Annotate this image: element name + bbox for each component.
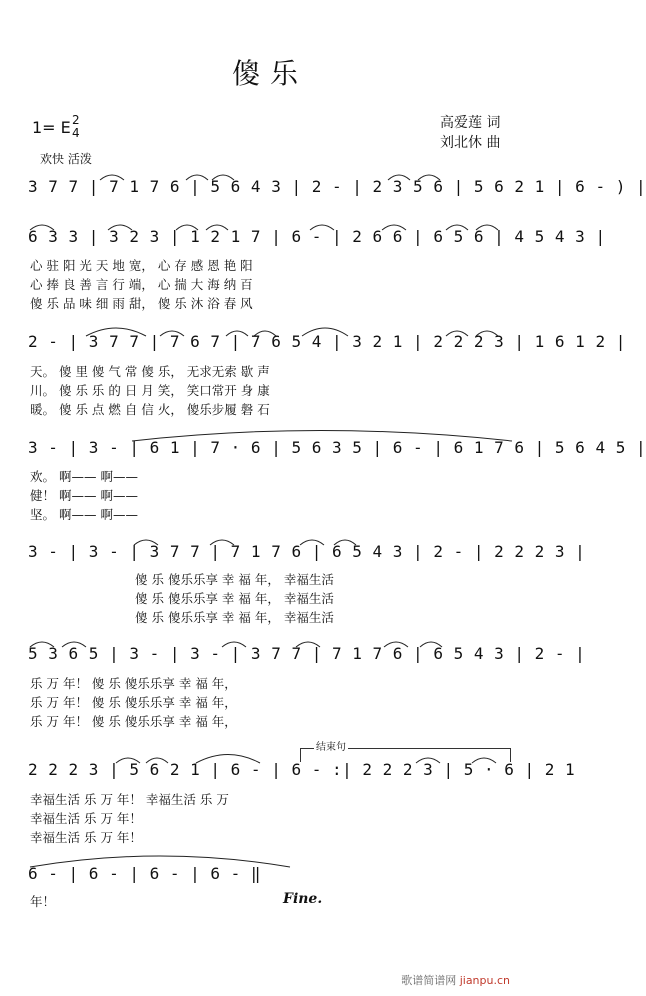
lyric-line: 傻 乐 傻乐乐享 幸 福 年， 幸福生活 — [135, 591, 334, 606]
lyric-line: 心 驻 阳 光 天 地 宽， 心 存 感 恩 艳 阳 — [30, 258, 253, 273]
notes-line: 5 3 6 5 | 3 - | 3 - | 3 7 7 | 7 1 7 6 | 6 5 4 3 | 2 - | — [28, 644, 586, 663]
lyric-line: 幸福生活 乐 万 年！ 幸福生活 乐 万 — [30, 792, 229, 807]
slur — [210, 540, 234, 545]
slur — [160, 331, 184, 336]
tempo-marking: 欢快 活泼 — [40, 152, 92, 166]
slur — [212, 175, 234, 180]
lyric-line: 傻 乐 品 味 细 雨 甜， 傻 乐 沐 浴 春 风 — [30, 296, 253, 311]
slur — [420, 642, 442, 647]
key-signature: 1= E — [32, 118, 71, 137]
lyric-line: 坚。 啊—— 啊—— — [30, 507, 138, 522]
watermark-url: jianpu.cn — [459, 974, 510, 987]
lyric-line: 幸福生活 乐 万 年！ — [30, 830, 142, 845]
slur — [62, 642, 86, 647]
slur — [300, 540, 324, 545]
slur — [334, 540, 356, 545]
slur — [254, 331, 276, 336]
slur — [134, 540, 158, 545]
slur — [222, 642, 246, 647]
slur — [196, 755, 260, 764]
slur — [388, 175, 410, 180]
lyric-line: 天。 傻 里 傻 气 常 傻 乐， 无求无索 歇 声 — [30, 364, 270, 379]
notes-line: 6 - | 6 - | 6 - | 6 - ‖ — [28, 864, 262, 883]
slur — [416, 758, 440, 763]
lyric-line: 心 捧 良 善 言 行 端， 心 揣 大 海 纳 百 — [30, 277, 253, 292]
notes-line: 3 - | 3 - | 3 7 7 | 7 1 7 6 | 6 5 4 3 | 2 - | 2 2 2 3 | — [28, 542, 586, 561]
slur — [206, 225, 228, 230]
lyric-line: 傻 乐 傻乐乐享 幸 福 年， 幸福生活 — [135, 610, 334, 625]
slur — [446, 225, 468, 230]
slur — [310, 225, 334, 230]
lyric-line: 乐 万 年！ 傻 乐 傻乐乐享 幸 福 年， — [30, 695, 237, 710]
slur — [116, 758, 140, 763]
slur — [146, 758, 168, 763]
notes-line: 3 7 7 | 7 1 7 6 | 5 6 4 3 | 2 - | 2 3 5 6 | 5 6 2 1 | 6 - ) | — [28, 177, 646, 196]
lyric-line: 乐 万 年！ 傻 乐 傻乐乐享 幸 福 年， — [30, 676, 237, 691]
slur — [472, 758, 496, 763]
slur — [30, 642, 54, 647]
fine-marking: Fine. — [283, 891, 323, 907]
meter-top: 2 — [72, 113, 80, 127]
notes-line: 2 2 2 3 | 5 6 2 1 | 6 - | 6 - :| 2 2 2 3 | 5 · 6 | 2 1 — [28, 760, 576, 779]
lyric-line: 暖。 傻 乐 点 燃 自 信 火， 傻乐步履 磐 石 — [30, 402, 270, 417]
lyric-line: 乐 万 年！ 傻 乐 傻乐乐享 幸 福 年， — [30, 714, 237, 729]
lyric-line: 欢。 啊—— 啊—— — [30, 469, 138, 484]
slur — [476, 331, 498, 336]
slur — [176, 225, 198, 230]
lyric-line: 川。 傻 乐 乐 的 日 月 笑， 笑口常开 身 康 — [30, 383, 270, 398]
composer-credit: 刘北休 曲 — [440, 135, 501, 151]
meter-bottom: 4 — [72, 126, 80, 140]
slur — [446, 331, 468, 336]
slur — [108, 225, 132, 230]
watermark-cn: 歌谱简谱网 — [401, 974, 457, 987]
slur — [418, 175, 440, 180]
slur — [30, 856, 290, 867]
slur — [302, 328, 348, 336]
lyric-line: 幸福生活 乐 万 年！ — [30, 811, 142, 826]
slur — [226, 331, 248, 336]
slur — [86, 328, 146, 336]
slur — [132, 431, 512, 442]
notes-line: 6 3 3 | 3 2 3 | 1 2 1 7 | 6 - | 2 6 6 | 6 5 6 | 4 5 4 3 | — [28, 227, 606, 246]
notes-line: 2 - | 3 7 7 | 7 6 7 | 7 6 5 4 | 3 2 1 | 2 2 2 3 | 1 6 1 2 | — [28, 332, 626, 351]
slur — [382, 225, 406, 230]
song-title: 傻乐 — [231, 57, 308, 90]
notes-line: 3 - | 3 - | 6 1 | 7 · 6 | 5 6 3 5 | 6 - | 6 1 7 6 | 5 6 4 5 | — [28, 438, 646, 457]
slur — [384, 642, 408, 647]
watermark — [401, 972, 510, 988]
slur — [186, 175, 208, 180]
lyricist-credit: 高爱莲 词 — [440, 115, 501, 131]
slur — [296, 642, 320, 647]
lyric-line: 健！ 啊—— 啊—— — [30, 488, 138, 503]
slur — [476, 225, 498, 230]
slur — [100, 175, 124, 180]
ending-label: 结束句 — [314, 738, 348, 753]
slur — [30, 225, 54, 230]
lyric-line: 傻 乐 傻乐乐享 幸 福 年， 幸福生活 — [135, 572, 334, 587]
lyric-line: 年！ — [30, 894, 56, 909]
